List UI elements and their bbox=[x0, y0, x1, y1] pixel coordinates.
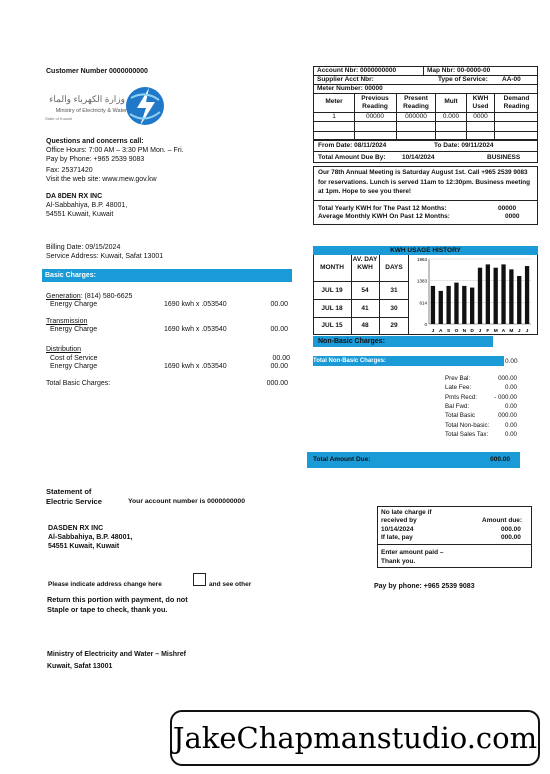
summary-label: Late Fee: bbox=[445, 384, 472, 392]
chart-x-tick: A bbox=[501, 329, 506, 334]
meeting-notice: Our 78th Annual Meeting is Saturday August 1st. Call +965 2539 9083 for reservations. Lunch is served 11am to 12:30pm. Business meeting at 1pm. Hope to see you there! bbox=[318, 169, 531, 195]
stub-addr2: 54551 Kuwait, Kuwait bbox=[48, 543, 120, 550]
generation-phone: : (814) 580-6625 bbox=[80, 293, 133, 300]
amount-due-value: 000.00 bbox=[490, 456, 510, 463]
chart-x-tick: M bbox=[493, 329, 498, 334]
yearly-kwh-label: Total Yearly KWH for The Past 12 Months: bbox=[318, 205, 447, 212]
nonbasic-total-value: 0.00 bbox=[505, 358, 518, 365]
logo-english: Ministry of Electricity & Water bbox=[55, 108, 127, 114]
customer-number: Customer Number 0000000000 bbox=[46, 68, 148, 75]
total-due-date: 10/14/2024 bbox=[402, 154, 435, 161]
watermark-text: JakeChapmanstudio.com bbox=[172, 721, 538, 755]
map-nbr: Map Nbr: 00-0000-00 bbox=[427, 67, 491, 74]
distribution-cost-amount: 00.00 bbox=[272, 355, 290, 362]
meter-header-demand: Demand Reading bbox=[503, 95, 530, 110]
summary-label: Bal Fwd: bbox=[445, 402, 470, 410]
summary-label: Total Non-basic: bbox=[445, 421, 490, 429]
chart-bar bbox=[431, 286, 435, 324]
monthly-kwh-label: Average Monthly KWH On Past 12 Months: bbox=[318, 213, 450, 220]
billing-date: Billing Date: 09/15/2024 bbox=[46, 244, 121, 251]
meter-header-previous: Previous Reading bbox=[361, 95, 389, 110]
summary-label: Pmts Recd: bbox=[445, 393, 477, 401]
chart-bar bbox=[517, 276, 521, 324]
enter-amount-label: Enter amount paid – bbox=[381, 549, 444, 556]
distribution-label: Distribution bbox=[46, 346, 82, 353]
summary-row bbox=[445, 403, 517, 411]
monthly-kwh-value: 0000 bbox=[505, 213, 520, 220]
late-date: 10/14/2024 bbox=[381, 526, 414, 533]
stub-name: DASDEN RX INC bbox=[48, 525, 104, 532]
chart-bar bbox=[478, 268, 482, 324]
account-nbr: Account Nbr: 0000000000 bbox=[317, 67, 397, 74]
total-basic-label: Total Basic Charges: bbox=[46, 380, 111, 387]
customer-addr2: 54551 Kuwait, Kuwait bbox=[46, 211, 114, 218]
total-basic-amount: 000.00 bbox=[266, 380, 288, 387]
chart-x-tick: O bbox=[454, 329, 459, 334]
usage-header-days: DAYS bbox=[385, 264, 403, 271]
address-change-label: Please indicate address change here bbox=[48, 581, 162, 588]
chart-x-tick: M bbox=[509, 329, 514, 334]
nonbasic-total-label: Total Non-Basic Charges: bbox=[313, 356, 504, 366]
meter-value-mult: 0.000 bbox=[442, 113, 460, 120]
meter-header-mult: Mult bbox=[444, 98, 458, 105]
pay-phone: Pay by Phone: +965 2539 9083 bbox=[46, 156, 145, 163]
chart-x-tick: J bbox=[431, 329, 435, 334]
summary-value: 0.00 bbox=[504, 402, 517, 410]
chart-bar bbox=[525, 266, 529, 324]
meter-header-meter: Meter bbox=[325, 98, 343, 105]
summary-row bbox=[445, 375, 517, 383]
chart-bar bbox=[454, 283, 458, 324]
chart-x-tick: N bbox=[462, 329, 467, 334]
supplier-acct: Supplier Acct Nbr: bbox=[317, 76, 374, 83]
usage-row-avday: 54 bbox=[361, 287, 369, 294]
amount-due-stub-value: 000.00 bbox=[501, 526, 521, 533]
summary-value: 0.00 bbox=[504, 421, 517, 429]
late-text-1: No late charge if bbox=[381, 509, 432, 516]
usage-title: KWH USAGE HISTORY bbox=[313, 246, 538, 255]
chart-bar bbox=[439, 291, 443, 324]
late-text-2: received by bbox=[381, 517, 417, 524]
summary-row bbox=[445, 394, 517, 402]
customer-name: DA 8DEN RX INC bbox=[46, 193, 103, 200]
chart-y-tick: 1963 bbox=[416, 257, 427, 262]
to-date: To Date: 09/11/2024 bbox=[434, 142, 494, 149]
meter-header-present: Present Reading bbox=[403, 95, 429, 110]
nonbasic-header: Non-Basic Charges: bbox=[313, 336, 493, 347]
amount-due-bar bbox=[307, 452, 520, 468]
meter-header-kwh: KWH Used bbox=[472, 95, 489, 110]
from-date: From Date: 08/11/2024 bbox=[318, 142, 387, 149]
transmission-desc: Energy Charge bbox=[50, 326, 98, 333]
summary-value: - 000.00 bbox=[494, 393, 517, 401]
account-type: BUSINESS bbox=[487, 154, 521, 161]
generation-desc: Energy Charge bbox=[50, 301, 98, 308]
website-link[interactable]: Visit the web site: www.mew.gov.kw bbox=[46, 176, 157, 183]
summary-label: Total Basic bbox=[445, 412, 475, 420]
kwh-usage-chart bbox=[409, 255, 537, 334]
distribution-calc: 1690 kwh x .053540 bbox=[164, 363, 227, 370]
chart-y-tick: 0 bbox=[424, 322, 427, 327]
late-pay-value: 000.00 bbox=[501, 534, 521, 541]
ministry-address-2: Kuwait, Safat 13001 bbox=[47, 663, 113, 670]
meter-value-previous: 00000 bbox=[365, 113, 385, 120]
generation-amount: 00.00 bbox=[270, 301, 288, 308]
chart-x-tick: S bbox=[447, 329, 451, 334]
meter-number: Meter Number: 00000 bbox=[317, 85, 383, 92]
contact-heading: Questions and concerns call: bbox=[46, 138, 144, 145]
customer-addr1: Al-Sabbahiya, B.P. 48001, bbox=[46, 202, 128, 209]
chart-bar bbox=[462, 286, 466, 324]
summary-row bbox=[445, 431, 517, 439]
your-account-number: Your account number is 0000000000 bbox=[128, 498, 245, 505]
chart-bar bbox=[501, 264, 505, 324]
see-other-label: and see other bbox=[209, 581, 252, 588]
usage-row-month: JUL 18 bbox=[321, 305, 343, 312]
generation-calc: 1690 kwh x .053540 bbox=[164, 301, 227, 308]
distribution-desc: Energy Charge bbox=[50, 363, 98, 370]
transmission-label: Transmission bbox=[46, 318, 88, 325]
usage-row-month: JUL 19 bbox=[321, 287, 343, 294]
thank-you: Thank you. bbox=[381, 558, 416, 565]
summary-label: Prev Bal: bbox=[445, 375, 471, 382]
summary-row bbox=[445, 384, 517, 392]
service-type: AA-00 bbox=[502, 76, 521, 83]
chart-y-tick: 1383 bbox=[416, 278, 427, 284]
address-change-checkbox[interactable] bbox=[193, 573, 206, 586]
usage-row-month: JUL 15 bbox=[321, 322, 343, 329]
ministry-address-1: Ministry of Electricity and Water – Mishref bbox=[47, 651, 186, 658]
return-instructions-1: Return this portion with payment, do not bbox=[47, 595, 188, 604]
transmission-calc: 1690 kwh x .053540 bbox=[164, 326, 227, 333]
usage-row-avday: 41 bbox=[361, 305, 369, 312]
usage-header-avday: AV. DAY KWH bbox=[352, 256, 378, 271]
basic-charges-header: Basic Charges: bbox=[42, 269, 292, 282]
logo-arabic: وزارة الكهرباء والماء bbox=[49, 94, 125, 104]
statement-subtitle: Electric Service bbox=[46, 497, 102, 506]
chart-y-tick: 614 bbox=[419, 300, 427, 306]
return-instructions-2: Staple or tape to check, thank you. bbox=[47, 605, 168, 614]
logo-small: State of Kuwait bbox=[45, 116, 72, 121]
generation-label: Generation bbox=[46, 293, 81, 300]
transmission-amount: 00.00 bbox=[270, 326, 288, 333]
chart-x-tick: J bbox=[525, 329, 529, 334]
office-hours: Office Hours: 7:00 AM – 3:30 PM Mon. – Fri. bbox=[46, 147, 184, 154]
service-type-label: Type of Service: bbox=[438, 76, 488, 83]
summary-value: 000.00 bbox=[498, 375, 517, 382]
yearly-kwh-value: 00000 bbox=[498, 205, 517, 212]
chart-bar bbox=[494, 268, 498, 324]
late-text-3: If late, pay bbox=[381, 534, 413, 541]
total-due-label: Total Amount Due By: bbox=[318, 154, 386, 161]
chart-x-tick: J bbox=[517, 329, 521, 334]
chart-bar bbox=[470, 288, 474, 324]
chart-x-tick: A bbox=[439, 329, 443, 334]
summary-value: 000.00 bbox=[498, 412, 517, 420]
usage-row-avday: 48 bbox=[361, 322, 369, 329]
watermark-box bbox=[170, 710, 540, 766]
usage-row-days: 29 bbox=[390, 322, 398, 329]
summary-label: Total Sales Tax: bbox=[445, 430, 489, 438]
chart-bar bbox=[446, 286, 450, 324]
chart-bar bbox=[486, 264, 490, 324]
service-address: Service Address: Kuwait, Safat 13001 bbox=[46, 253, 164, 260]
chart-x-tick: D bbox=[470, 329, 474, 334]
usage-row-days: 31 bbox=[390, 287, 398, 294]
meter-value-kwh: 0000 bbox=[473, 113, 488, 120]
meter-value-meter: 1 bbox=[332, 113, 336, 120]
usage-header-month: MONTH bbox=[320, 264, 344, 271]
amount-due-label: Total Amount Due: bbox=[313, 456, 371, 463]
summary-value: 0.00 bbox=[504, 384, 517, 392]
summary-row bbox=[445, 422, 517, 430]
pay-by-phone: Pay by phone: +965 2539 9083 bbox=[374, 583, 475, 590]
chart-bar bbox=[509, 269, 513, 324]
summary-value: 0.00 bbox=[504, 430, 517, 438]
amount-due-stub-label: Amount due: bbox=[482, 517, 523, 524]
usage-row-days: 30 bbox=[390, 305, 398, 312]
ministry-logo bbox=[45, 80, 165, 136]
fax: Fax: 25371420 bbox=[46, 167, 93, 174]
distribution-amount: 00.00 bbox=[270, 363, 288, 370]
chart-x-tick: F bbox=[486, 329, 490, 334]
chart-x-tick: J bbox=[478, 329, 482, 334]
statement-title: Statement of bbox=[46, 487, 92, 496]
meter-value-present: 000000 bbox=[405, 113, 427, 120]
distribution-cost-label: Cost of Service bbox=[50, 355, 98, 362]
summary-row bbox=[445, 412, 517, 420]
stub-addr1: Al-Sabbahiya, B.P. 48001, bbox=[48, 534, 133, 541]
